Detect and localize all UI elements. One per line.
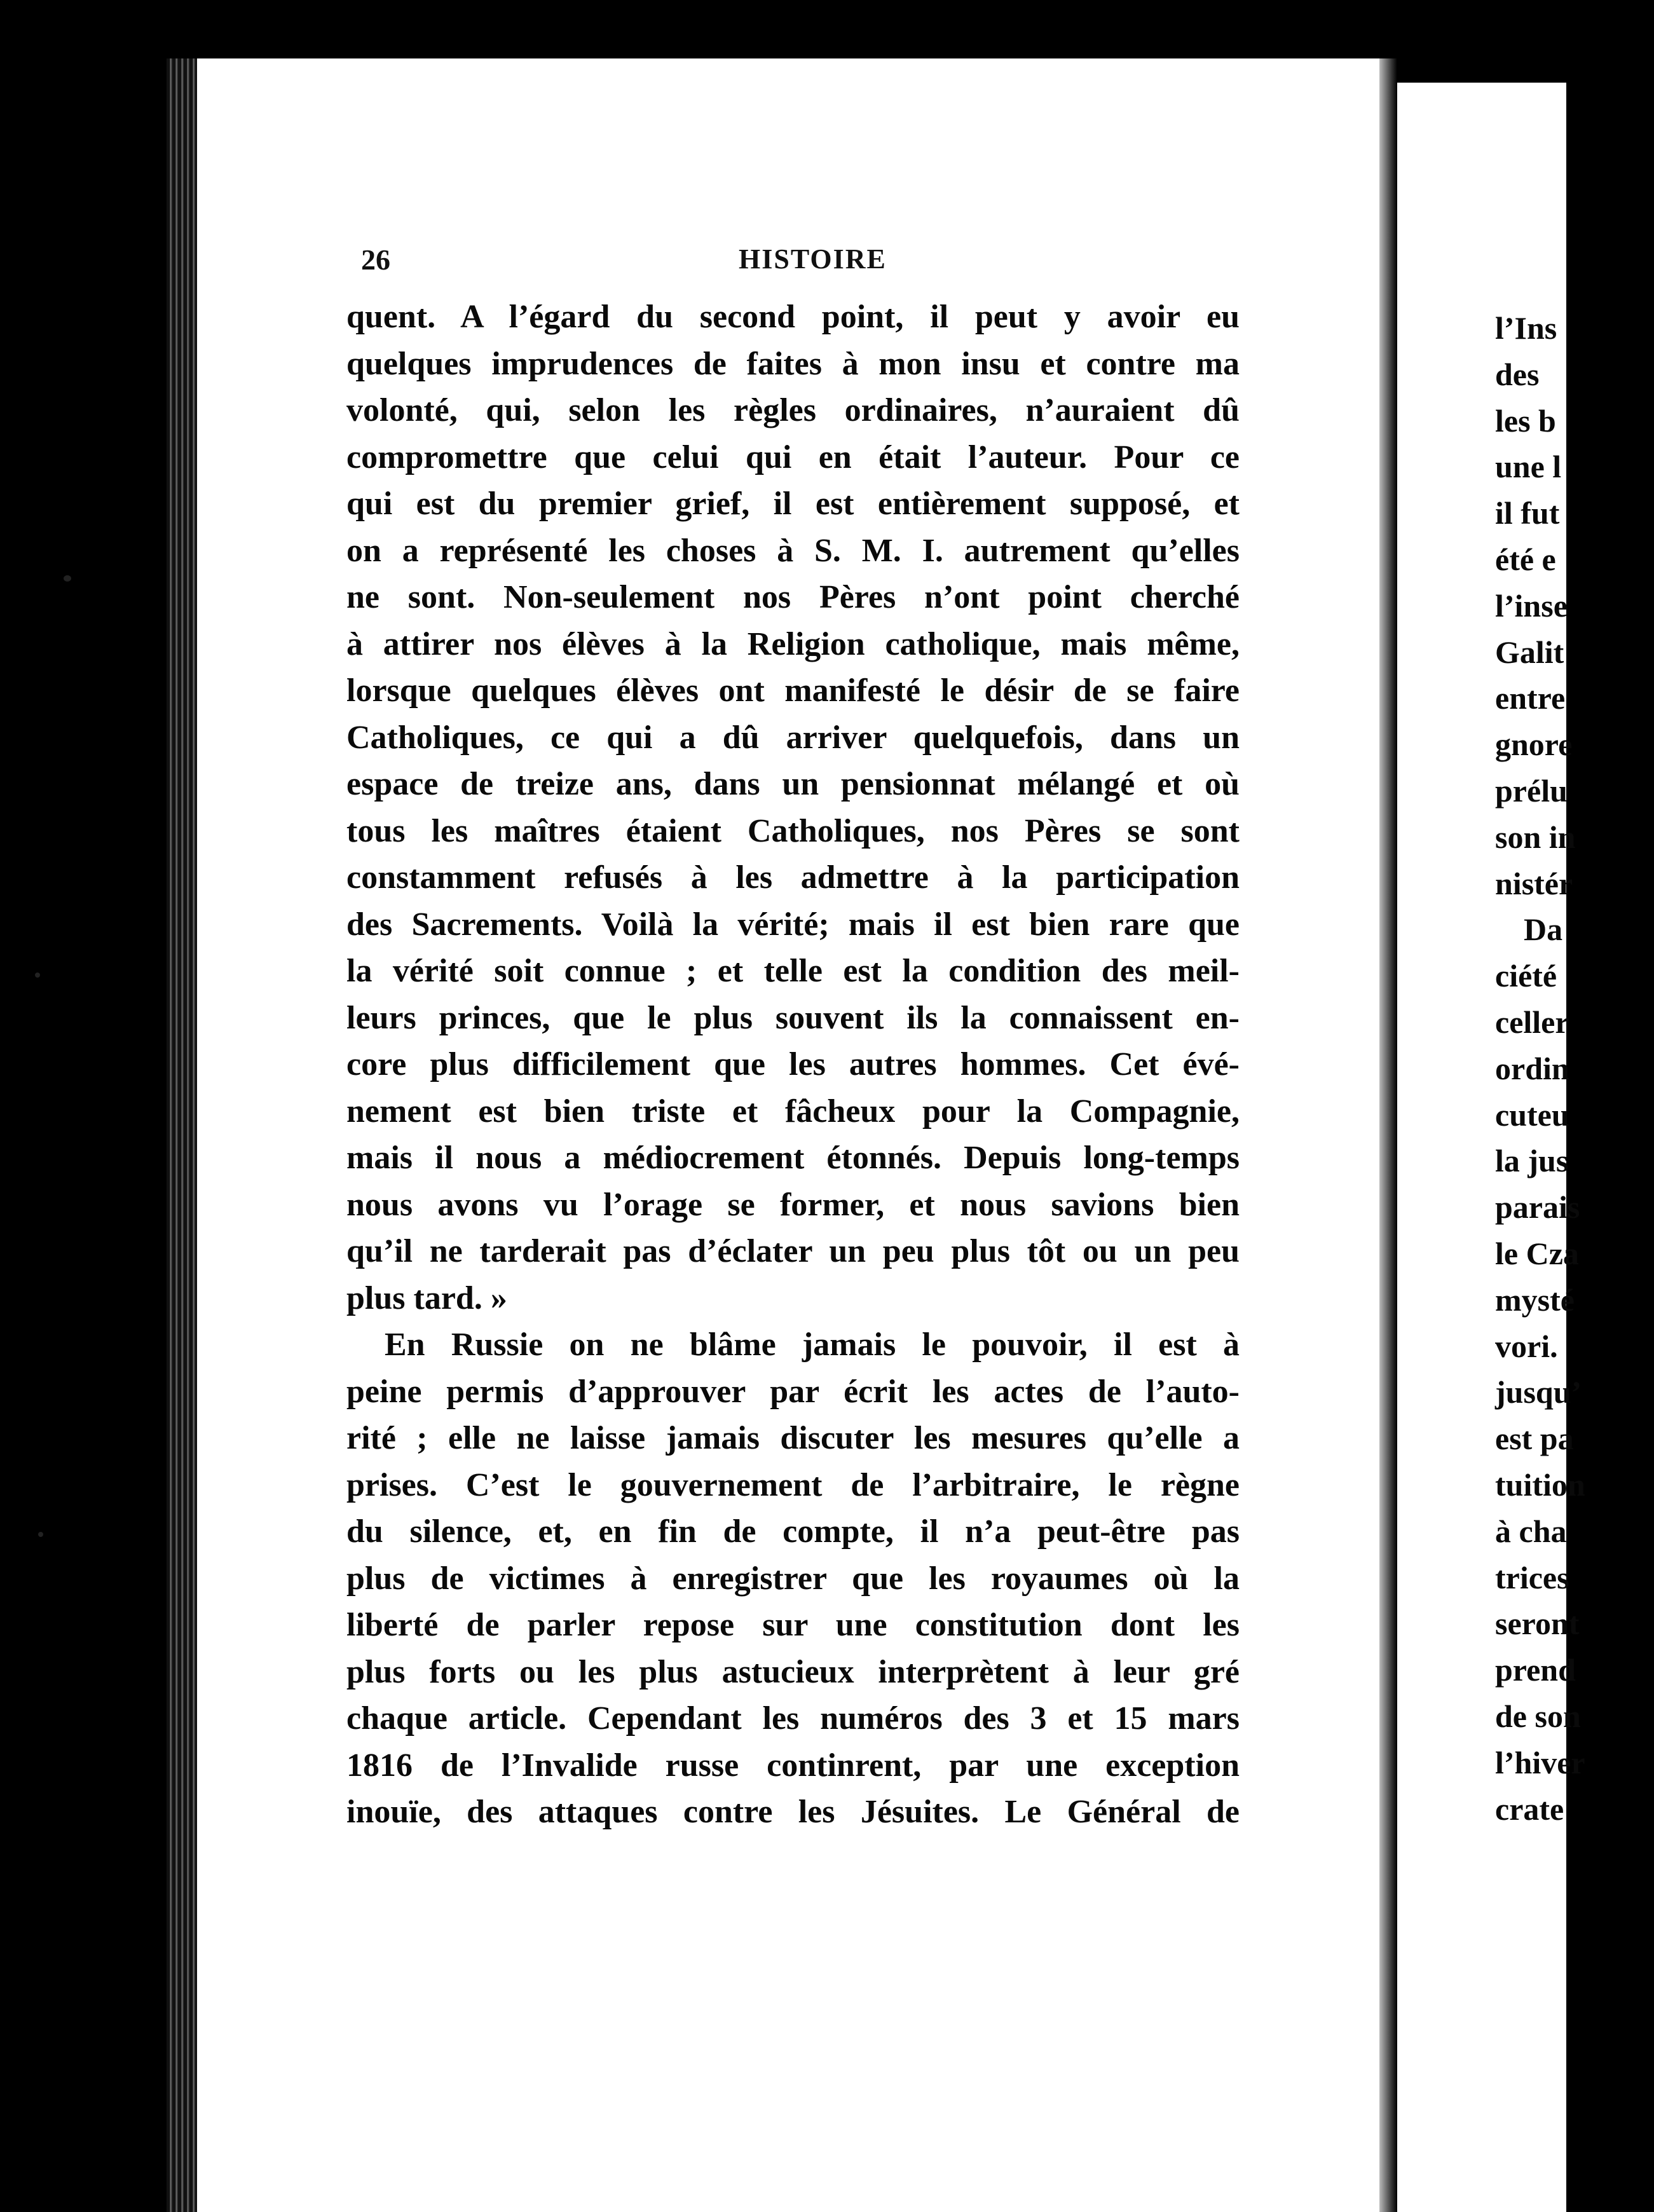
right-text-line: vori. — [1495, 1328, 1558, 1364]
right-text-line: mysté — [1495, 1281, 1575, 1318]
text-line: lorsque quelques élèves ont manifesté le désir de se faire — [346, 672, 1240, 709]
text-line: tous les maîtres étaient Catholiques, nos Pères se sont — [346, 812, 1240, 849]
right-text-line: seront — [1495, 1606, 1580, 1642]
right-text-line: la jus — [1495, 1143, 1569, 1179]
right-text-line: gnore — [1495, 727, 1573, 763]
text-line: En Russie on ne blâme jamais le pouvoir, il est à — [385, 1327, 1240, 1363]
right-text-line: jusqu’ — [1495, 1374, 1582, 1410]
right-text-line: l’Ins — [1495, 310, 1557, 346]
right-text-line: il fut — [1495, 495, 1560, 531]
text-line: Catholiques, ce qui a dû arriver quelquefois, dans un — [346, 719, 1240, 756]
right-text-line: prend — [1495, 1652, 1576, 1688]
text-line: rité ; elle ne laisse jamais discuter les mesures qu’elle a — [346, 1420, 1240, 1456]
running-head: HISTOIRE — [739, 243, 887, 275]
right-text-line: à cha — [1495, 1513, 1567, 1549]
text-line: nement est bien triste et fâcheux pour la Compagnie, — [346, 1093, 1240, 1130]
right-text-line: tuition — [1495, 1466, 1585, 1503]
right-text-line: entre — [1495, 680, 1566, 716]
right-text-line: l’hiver — [1495, 1744, 1585, 1780]
text-line: espace de treize ans, dans un pensionnat mélangé et où — [346, 766, 1240, 802]
text-line: nous avons vu l’orage se former, et nous savions bien — [346, 1186, 1240, 1223]
right-text-line: celler — [1495, 1004, 1569, 1040]
scan-speck — [38, 1532, 43, 1537]
text-line: qui est du premier grief, il est entièrement supposé, et — [346, 486, 1240, 522]
text-line: chaque article. Cependant les numéros des 3 et 15 mars — [346, 1700, 1240, 1737]
text-line: core plus difficilement que les autres hommes. Cet évé- — [346, 1046, 1240, 1082]
book-gutter — [1379, 58, 1397, 2212]
right-text-line: est pa — [1495, 1421, 1574, 1457]
text-line: on a représenté les choses à S. M. I. autrement qu’elles — [346, 532, 1240, 569]
text-line: mais il nous a médiocrement étonnés. Depuis long-temps — [346, 1140, 1240, 1176]
page-number: 26 — [361, 243, 390, 276]
right-text-line: parais — [1495, 1189, 1580, 1225]
text-line: qu’il ne tarderait pas d’éclater un peu plus tôt ou un peu — [346, 1233, 1240, 1269]
right-text-line: le Cza — [1495, 1235, 1579, 1271]
right-text-line: l’inse — [1495, 587, 1568, 624]
text-line: inouïe, des attaques contre les Jésuites. Le Général de — [346, 1794, 1240, 1830]
text-line: la vérité soit connue ; et telle est la condition des meil- — [346, 953, 1240, 989]
right-text-line: son in — [1495, 819, 1576, 855]
right-text-line: des — [1495, 356, 1540, 392]
text-line: quent. A l’égard du second point, il peut y avoir eu — [346, 299, 1240, 335]
right-text-line: nistér — [1495, 865, 1573, 901]
text-line: plus forts ou les plus astucieux interprètent à leur gré — [346, 1653, 1240, 1690]
text-line: 1816 de l’Invalide russe continrent, par une exception — [346, 1747, 1240, 1784]
right-text-line: de son — [1495, 1698, 1581, 1734]
right-text-line: ciété — [1495, 958, 1557, 994]
right-text-line: Da — [1524, 911, 1563, 948]
right-page-text — [1495, 305, 1654, 1832]
text-line: plus tard. » — [346, 1280, 507, 1316]
text-line: constamment refusés à les admettre à la participation — [346, 859, 1240, 896]
right-text-line: crate — [1495, 1791, 1564, 1827]
text-line: leurs princes, que le plus souvent ils la connaissent en- — [346, 999, 1240, 1036]
scan-speck — [64, 575, 71, 582]
right-text-line: été e — [1495, 541, 1556, 577]
scan-speck — [35, 973, 40, 978]
right-text-line: prélu — [1495, 772, 1568, 809]
right-text-line: ordin — [1495, 1050, 1569, 1086]
text-line: compromettre que celui qui en était l’auteur. Pour ce — [346, 439, 1240, 475]
text-line: des Sacrements. Voilà la vérité; mais il est bien rare que — [346, 906, 1240, 943]
text-line: liberté de parler repose sur une constitution dont les — [346, 1607, 1240, 1643]
text-line: quelques imprudences de faites à mon insu et contre ma — [346, 345, 1240, 382]
page-header — [361, 243, 1245, 282]
text-line: peine permis d’approuver par écrit les actes de l’auto- — [346, 1373, 1240, 1410]
right-text-line: trices — [1495, 1559, 1569, 1595]
text-line: ne sont. Non-seulement nos Pères n’ont point cherché — [346, 579, 1240, 615]
right-text-line: une l — [1495, 449, 1562, 485]
text-line: prises. C’est le gouvernement de l’arbitraire, le règne — [346, 1466, 1240, 1503]
body-text — [346, 294, 1240, 1836]
book-edge — [167, 58, 197, 2212]
right-text-line: les b — [1495, 402, 1556, 439]
text-line: volonté, qui, selon les règles ordinaires, n’auraient dû — [346, 392, 1240, 428]
right-text-line: cuteu — [1495, 1096, 1569, 1133]
text-line: du silence, et, en fin de compte, il n’a peut-être pas — [346, 1513, 1240, 1550]
text-line: à attirer nos élèves à la Religion catholique, mais même, — [346, 625, 1240, 662]
text-line: plus de victimes à enregistrer que les royaumes où la — [346, 1560, 1240, 1597]
right-text-line: Galit — [1495, 634, 1564, 670]
